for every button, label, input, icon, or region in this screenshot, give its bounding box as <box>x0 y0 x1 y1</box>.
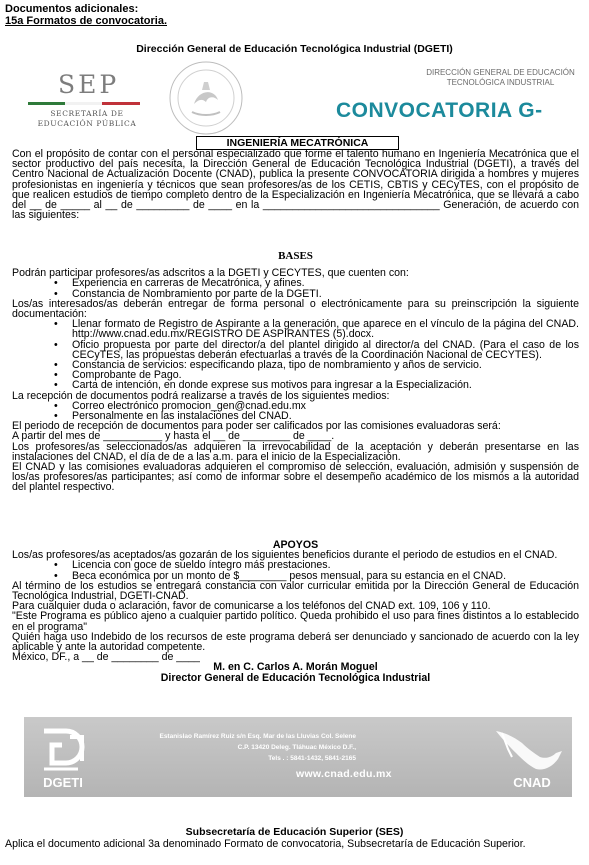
list-item: • Oficio propuesta por parte del director/a del plantel dirigido al director/a del CNAD. (Para el caso de los CECyTES, las propuestas deberán efectuarlas a través de la Coordinación Nacional de CECYTES). <box>72 340 579 360</box>
benefits-list <box>12 560 579 580</box>
dgeti-line2: TECNOLÓGICA INDUSTRIAL <box>446 77 555 87</box>
ses-paragraph: Aplica el documento adicional 3a denominado Formato de convocatoria, Subsecretaría de Educación Superior. <box>5 838 526 850</box>
sep-logo: SEP <box>58 70 120 99</box>
bases-p6: Los profesores/as seleccionados/as adquieren la irrevocabilidad de la aceptación y deberán presentarse en las instalaciones del CNAD, el día de de a las a.m. para el inicio de la Especialización. <box>12 440 579 463</box>
submission-media-list <box>12 401 579 421</box>
documents-list <box>12 319 579 390</box>
apoyos-p5: Quién haga uso Indebido de los recursos de este programa deberá ser denunciado y sancionado de acuerdo con la ley aplicable y ante la autoridad competente. <box>12 630 579 654</box>
bases-section <box>12 251 579 493</box>
list-item: • Carta de intención, en donde exprese sus motivos para ingresar a la Especialización. <box>72 380 579 390</box>
formats-subheading: 15a Formatos de convocatoria. <box>5 15 167 27</box>
list-item: • Comprobante de Pago. <box>72 370 579 380</box>
mexico-map-icon <box>494 727 566 775</box>
apoyos-p4: "Este Programa es público ajeno a cualquier partido político. Queda prohibido el uso para fines distintos a lo establecido en el programa" <box>12 610 579 633</box>
sep-subtitle-line2: EDUCACIÓN PÚBLICA <box>37 119 137 128</box>
list-item: • Licencia con goce de sueldo íntegro más prestaciones. <box>72 560 579 570</box>
list-item: • Personalmente en las instalaciones del CNAD. <box>72 411 579 421</box>
apoyos-section <box>12 540 579 683</box>
bases-p4: El periodo de recepción de documentos para poder ser calificados por las comisiones evaluadoras será: <box>12 420 501 433</box>
dgeti-logo-icon <box>38 723 88 773</box>
dgeti-department-label <box>418 68 583 87</box>
requirements-list <box>12 278 579 298</box>
bases-p1: Podrán participar profesores/as adscritos a la DGETI y CECYTES, que cuenten con: <box>12 267 409 280</box>
bases-title: BASES <box>278 250 313 262</box>
address-line2: C.P. 13420 Deleg. Tláhuac México D.F., <box>237 744 356 751</box>
ses-heading: Subsecretaría de Educación Superior (SES) <box>185 826 404 838</box>
dgeti-logo-label: DGETI <box>43 775 83 790</box>
additional-docs-heading: Documentos adicionales: <box>5 3 139 15</box>
list-item: • Experiencia en carreras de Mecatrónica, y afines. <box>72 278 579 288</box>
cnad-logo-label: CNAD <box>513 775 551 790</box>
address-line1: Estanislao Ramírez Ruiz s/n Esq. Mar de las Lluvias Col. Selene <box>159 733 356 740</box>
list-item: • Constancia de servicios: especificando plaza, tipo de nombramiento y años de servicio. <box>72 360 579 370</box>
phone-line: Tels . : 5841-1432, 5841-2165 <box>268 755 356 762</box>
logo-banner <box>18 58 584 136</box>
mexico-seal-icon <box>168 60 244 136</box>
cnad-website: www.cnad.edu.mx <box>296 768 392 780</box>
list-item: • Constancia de Nombramiento por parte de la DGETI. <box>72 289 579 299</box>
bases-p5: A partir del mes de __________ y hasta el __ de ________ de ____. <box>12 430 335 443</box>
dgeti-line1: DIRECCIÓN GENERAL DE EDUCACIÓN <box>426 68 575 77</box>
list-item: • Llenar formato de Registro de Aspirante a la generación, que aparece en el vínculo de la página del CNAD. http://www.cnad.edu.mx/REGISTRO DE ASPIRANTES (5).docx. <box>72 319 579 339</box>
convocatoria-title: CONVOCATORIA G- <box>336 99 543 122</box>
bases-p3: La recepción de documentos podrá realizarse a través de los siguientes medios: <box>12 389 390 402</box>
signatory-name: M. en C. Carlos A. Morán Moguel <box>213 661 378 674</box>
cnad-footer-banner <box>24 717 572 797</box>
list-item: • Beca económica por un monto de $________ pesos mensual, para su estancia en el CNAD. <box>72 571 579 581</box>
signatory-role: Director General de Educación Tecnológica Industrial <box>160 671 431 684</box>
program-title: INGENIERÍA MECATRÓNICA <box>196 136 399 150</box>
sep-flag-bar <box>28 102 140 105</box>
apoyos-title: APOYOS <box>272 539 319 551</box>
list-item: • Correo electrónico promocion_gen@cnad.edu.mx <box>72 401 579 411</box>
sep-subtitle <box>32 109 142 129</box>
sep-subtitle-line1: SECRETARÍA DE <box>50 109 124 118</box>
bases-p7: El CNAD y las comisiones evaluadoras adquieren el compromiso de selección, evaluación, admisión y suspensión de los/as profesores/as participantes; así como de informar sobre el desempeño académico de los mismos a la autoridad del plantel respectivo. <box>12 461 579 494</box>
bases-p2: Los/as interesados/as deberán entregar de forma personal o electrónicamente para su preinscripción la siguiente documentación: <box>12 297 579 321</box>
apoyos-p2: Al término de los estudios se entregará constancia con valor curricular emitida por la Dirección General de Educación Tecnológica Industrial, DGETI-CNAD. <box>12 579 579 603</box>
direccion-title: Dirección General de Educación Tecnológica Industrial (DGETI) <box>136 43 453 55</box>
apoyos-p1: Los/as profesores/as aceptados/as gozarán de los siguientes beneficios durante el periodo de estudios en el CNAD. <box>12 549 558 562</box>
cnad-address <box>150 731 356 764</box>
apoyos-p6: México, DF., a __ de ________ de ____ <box>12 651 200 664</box>
apoyos-p3: Para cualquier duda o aclaración, favor de comunicarse a los teléfonos del CNAD ext. 109, 106 y 110. <box>12 600 491 613</box>
intro-paragraph: Con el propósito de contar con el personal especializado que forme el talento humano en Ingeniería Mecatrónica que el sector productivo del país necesita, la Dirección General de Educación Tecnológica Industrial (DGETI), a través del Centro Nacional de Actualización Docente (CNAD), publica la presente CONVOCATORIA dirigida a hombres y mujeres profesionistas en ingeniería y técnicos que sean profesores/as de los CETIS, CBTIS y CECyTES, con el propósito de que realicen estudios de tiempo completo dentro de la Especialización en Ingeniería Mecatrónica, que se llevará a cabo del __ de _____ al __ de _________ de ____ en la ______________________________ Generación, de acuerdo con las siguientes: <box>12 148 579 222</box>
